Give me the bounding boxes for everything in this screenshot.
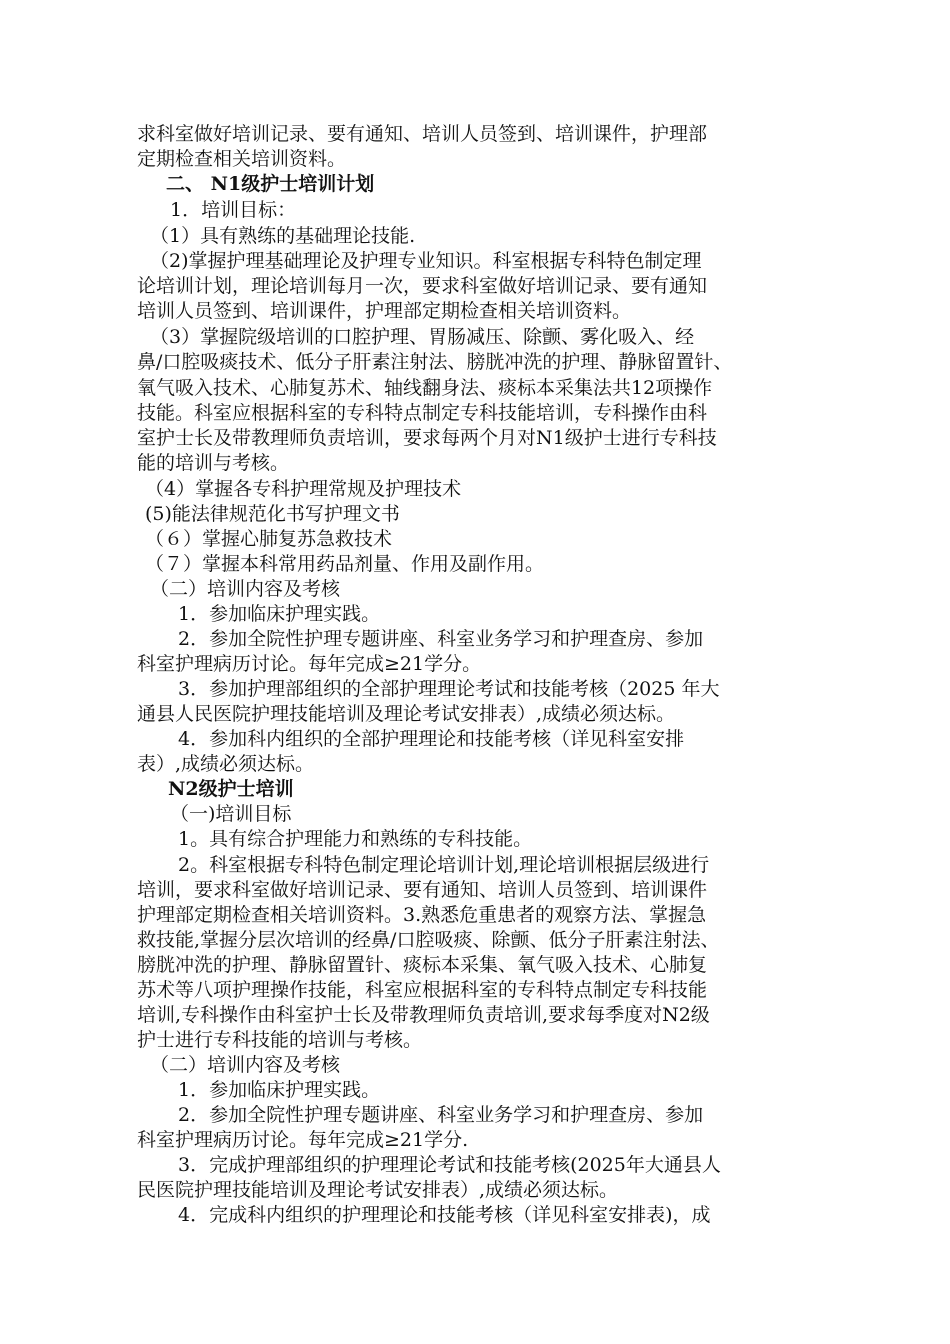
text-line: 3．参加护理部组织的全部护理理论考试和技能考核（2025 年大: [178, 678, 720, 700]
text-line: 民医院护理技能培训及理论考试安排表）,成绩必须达标。: [137, 1179, 619, 1201]
text-line: 4．完成科内组织的护理理论和技能考核（详见科室安排表)，成: [178, 1204, 711, 1226]
text-line: 室护士长及带教理师负责培训，要求每两个月对N1级护士进行专科技: [137, 427, 717, 449]
text-line: 3．完成护理部组织的护理理论考试和技能考核(2025年大通县人: [178, 1154, 721, 1176]
text-line: 培训，要求科室做好培训记录、要有通知、培训人员签到、培训课件: [137, 879, 708, 901]
text-line: 1．参加临床护理实践。: [178, 603, 381, 625]
text-line: （７）掌握本科常用药品剂量、作用及副作用。: [145, 553, 545, 575]
text-line: 2。科室根据专科特色制定理论培训计划,理论培训根据层级进行: [178, 854, 710, 876]
text-line: 通县人民医院护理技能培训及理论考试安排表）,成绩必须达标。: [137, 703, 676, 725]
text-line: 能的培训与考核。: [137, 452, 290, 474]
subsection-heading: （二）培训内容及考核: [150, 1054, 341, 1076]
text-line: 鼻/口腔吸痰技术、低分子肝素注射法、膀胱冲洗的护理、静脉留置针、: [137, 351, 733, 373]
text-line: （６）掌握心肺复苏急救技术: [145, 528, 393, 550]
text-line: 护理部定期检查相关培训资料。3.熟悉危重患者的观察方法、掌握急: [137, 904, 707, 926]
text-line: 1．培训目标：: [170, 199, 297, 221]
text-line: 4．参加科内组织的全部护理理论和技能考核（详见科室安排: [178, 728, 685, 750]
text-line: 苏术等八项护理操作技能，科室应根据科室的专科特点制定专科技能: [137, 979, 708, 1001]
text-line: 科室护理病历讨论。每年完成≥21学分。: [137, 653, 482, 675]
text-line: 1。具有综合护理能力和熟练的专科技能。: [178, 828, 533, 850]
subsection-heading: （一)培训目标: [170, 803, 292, 825]
section-heading-n1: 二、 N1级护士培训计划: [166, 173, 375, 195]
text-line: 2．参加全院性护理专题讲座、科室业务学习和护理查房、参加: [178, 1104, 704, 1126]
subsection-heading: （二）培训内容及考核: [150, 578, 341, 600]
text-line: 表）,成绩必须达标。: [137, 753, 315, 775]
text-line: 膀胱冲洗的护理、静脉留置针、痰标本采集、氧气吸入技术、心肺复: [137, 954, 708, 976]
text-line: 救技能,掌握分层次培训的经鼻/口腔吸痰、除颤、低分子肝素注射法、: [137, 929, 720, 951]
text-line: （3）掌握院级培训的口腔护理、胃肠减压、除颤、雾化吸入、经: [150, 326, 695, 348]
text-line: 培训人员签到、培训课件，护理部定期检查相关培训资料。: [137, 300, 632, 322]
text-line: 培训,专科操作由科室护士长及带教理师负责培训,要求每季度对N2级: [137, 1004, 710, 1026]
text-line: （2)掌握护理基础理论及护理专业知识。科室根据专科特色制定理: [150, 250, 702, 272]
text-line: (5)能法律规范化书写护理文书: [145, 503, 400, 525]
section-heading-n2: N2级护士培训: [168, 778, 294, 800]
text-line: 论培训计划，理论培训每月一次，要求科室做好培训记录、要有通知: [137, 275, 708, 297]
text-line: 1．参加临床护理实践。: [178, 1079, 381, 1101]
text-line: 技能。科室应根据科室的专科特点制定专科技能培训，专科操作由科: [137, 402, 708, 424]
text-line: 定期检查相关培训资料。: [137, 148, 347, 170]
text-line: （1）具有熟练的基础理论技能.: [150, 225, 416, 247]
text-line: 求科室做好培训记录、要有通知、培训人员签到、培训课件，护理部: [137, 123, 708, 145]
text-line: 护士进行专科技能的培训与考核。: [137, 1029, 423, 1051]
text-line: 科室护理病历讨论。每年完成≥21学分.: [137, 1129, 469, 1151]
text-line: （4）掌握各专科护理常规及护理技术: [145, 478, 462, 500]
text-line: 2．参加全院性护理专题讲座、科室业务学习和护理查房、参加: [178, 628, 704, 650]
text-line: 氧气吸入技术、心肺复苏术、轴线翻身法、痰标本采集法共12项操作: [137, 377, 713, 399]
